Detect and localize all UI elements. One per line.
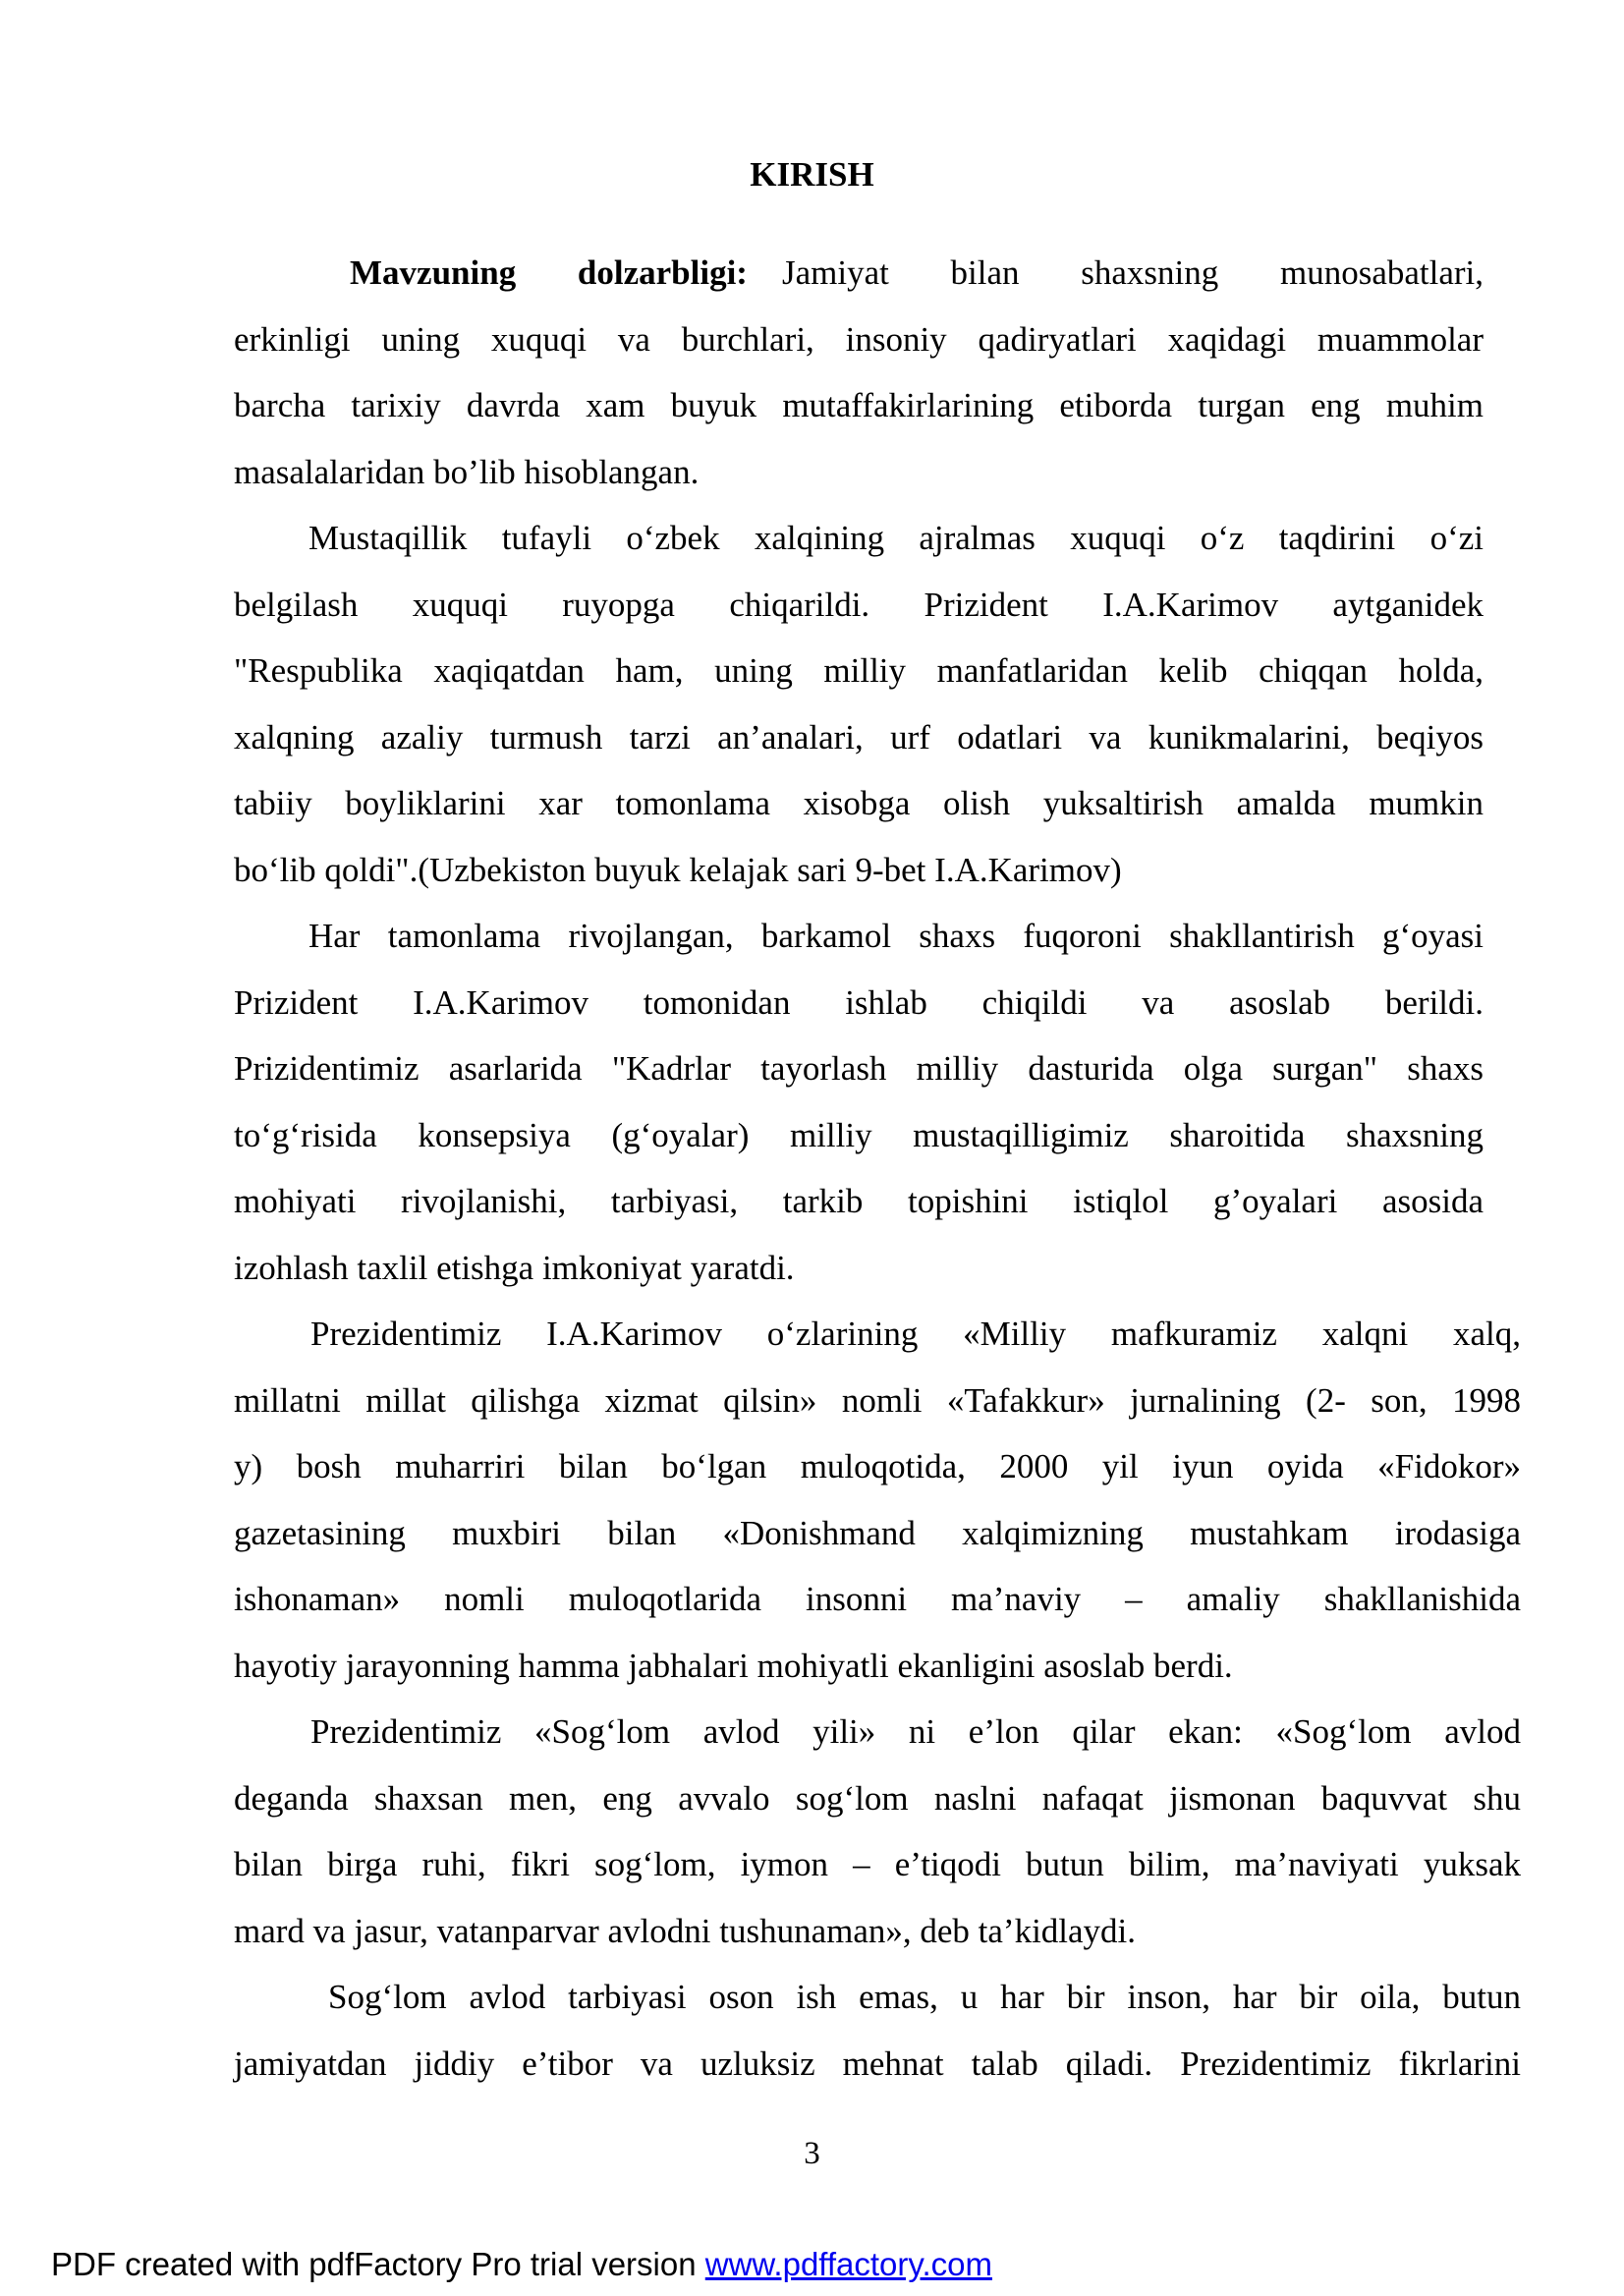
- paragraph-2-line: "Respublika xaqiqatdan ham, uning milliy manfatlaridan kelib chiqqan holda,: [234, 651, 1484, 690]
- paragraph-1-line: erkinligi uning xuquqi va burchlari, insoniy qadiryatlari xaqidagi muammolar: [234, 320, 1484, 359]
- paragraph-3-line: Prizident I.A.Karimov tomonidan ishlab chiqildi va asoslab berildi.: [234, 983, 1484, 1022]
- paragraph-5-line: deganda shaxsan men, eng avvalo sog‘lom naslni nafaqat jismonan baquvvat shu: [234, 1779, 1521, 1818]
- paragraph-4-line: ishonaman» nomli muloqotlarida insonni ma’naviy – amaliy shakllanishida: [234, 1580, 1521, 1618]
- footer-text: PDF created with pdfFactory Pro trial version: [51, 2246, 705, 2282]
- paragraph-3-line: mohiyati rivojlanishi, tarbiyasi, tarkib topishini istiqlol g’oyalari asosida: [234, 1182, 1484, 1220]
- paragraph-2-line: Mustaqillik tufayli o‘zbek xalqining ajralmas xuquqi o‘z taqdirini o‘zi: [308, 519, 1484, 557]
- paragraph-4-line: hayotiy jarayonning hamma jabhalari mohiyatli ekanligini asoslab berdi.: [234, 1647, 1233, 1685]
- paragraph-1-line-1: Mavzuning dolzarbligi: Jamiyat bilan shaxsning munosabatlari,: [350, 253, 1484, 292]
- paragraph-2-line: xalqning azaliy turmush tarzi an’analari, urf odatlari va kunikmalarini, beqiyos: [234, 718, 1484, 756]
- paragraph-2-line: tabiiy boyliklarini xar tomonlama xisobga olish yuksaltirish amalda mumkin: [234, 784, 1484, 822]
- paragraph-3-line: Prizidentimiz asarlarida "Kadrlar tayorlash milliy dasturida olga surgan" shaxs: [234, 1049, 1484, 1088]
- paragraph-2-line: bo‘lib qoldi".(Uzbekiston buyuk kelajak sari 9-bet I.A.Karimov): [234, 851, 1122, 889]
- paragraph-5-line: mard va jasur, vatanparvar avlodni tushunaman», deb ta’kidlaydi.: [234, 1912, 1137, 1950]
- page-number: 3: [804, 2136, 820, 2171]
- paragraph-4-line: Prezidentimiz I.A.Karimov o‘zlarining «Milliy mafkuramiz xalqni xalq,: [310, 1315, 1521, 1353]
- paragraph-3-line: to‘g‘risida konsepsiya (g‘oyalar) milliy mustaqilligimiz sharoitida shaxsning: [234, 1116, 1484, 1154]
- paragraph-5-line: bilan birga ruhi, fikri sog‘lom, iymon – e’tiqodi butun bilim, ma’naviyati yuksak: [234, 1845, 1521, 1883]
- paragraph-6-line: jamiyatdan jiddiy e’tibor va uzluksiz mehnat talab qiladi. Prezidentimiz fikrlarini: [234, 2044, 1521, 2083]
- paragraph-4-line: millatni millat qilishga xizmat qilsin» nomli «Tafakkur» jurnalining (2- son, 1998: [234, 1381, 1521, 1420]
- paragraph-3-line: izohlash taxlil etishga imkoniyat yaratdi.: [234, 1249, 795, 1287]
- paragraph-6-line: Sog‘lom avlod tarbiyasi oson ish emas, u har bir inson, har bir oila, butun: [328, 1978, 1521, 2016]
- paragraph-1-line: barcha tarixiy davrda xam buyuk mutaffakirlarining etiborda turgan eng muhim: [234, 386, 1484, 424]
- page-title: KIRISH: [750, 155, 874, 194]
- paragraph-4-line: y) bosh muharriri bilan bo‘lgan muloqotida, 2000 yil iyun oyida «Fidokor»: [234, 1447, 1521, 1485]
- pdffactory-link[interactable]: www.pdffactory.com: [704, 2246, 992, 2282]
- paragraph-4-line: gazetasining muxbiri bilan «Donishmand xalqimizning mustahkam irodasiga: [234, 1514, 1521, 1552]
- paragraph-3-line: Har tamonlama rivojlangan, barkamol shaxs fuqoroni shakllantirish g‘oyasi: [308, 917, 1484, 955]
- topic-relevance-heading: Mavzuning dolzarbligi:: [350, 253, 748, 292]
- pdf-footer: [51, 2243, 992, 2286]
- paragraph-5-line: Prezidentimiz «Sog‘lom avlod yili» ni e’lon qilar ekan: «Sog‘lom avlod: [310, 1712, 1521, 1751]
- paragraph-2-line: belgilash xuquqi ruyopga chiqarildi. Prizident I.A.Karimov aytganidek: [234, 586, 1484, 624]
- paragraph-1-line: masalalaridan bo’lib hisoblangan.: [234, 453, 700, 491]
